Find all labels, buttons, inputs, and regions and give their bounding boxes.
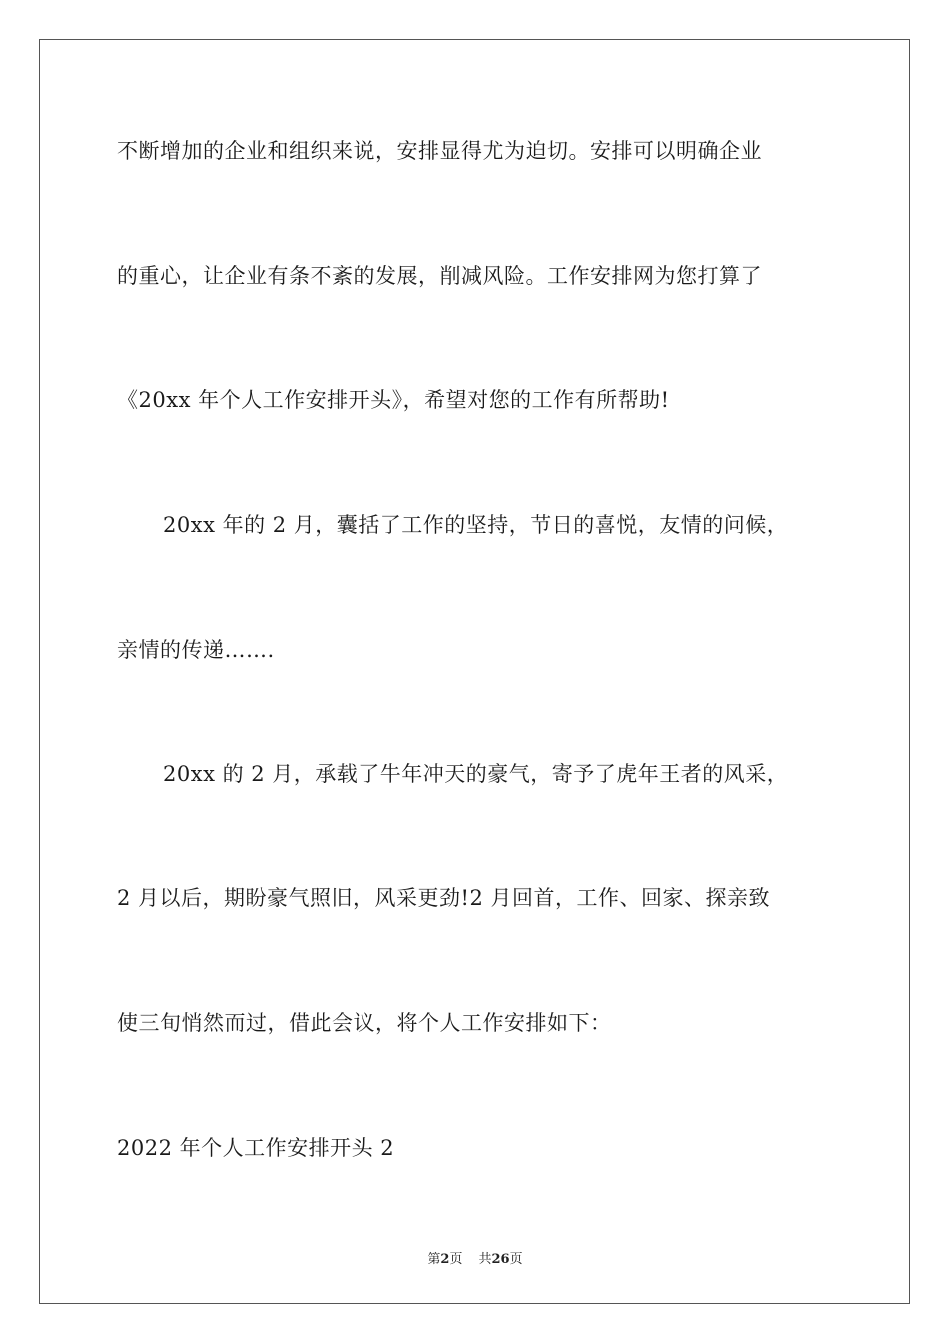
page-footer xyxy=(0,1248,950,1267)
total-suffix: 页 xyxy=(509,1252,523,1267)
page-number: 2 xyxy=(440,1252,450,1267)
total-pages: 26 xyxy=(491,1252,510,1267)
section-heading: 2022 年个人工作安排开头 2 xyxy=(117,1136,395,1160)
body-line-2: 的重心，让企业有条不紊的发展，削减风险。工作安排网为您打算了 xyxy=(117,264,762,288)
page-border xyxy=(39,39,910,1304)
body-line-3: 《20xx 年个人工作安排开头》，希望对您的工作有所帮助! xyxy=(117,388,670,412)
paragraph-2-line-1: 20xx 年的 2 月，囊括了工作的坚持，节日的喜悦，友情的问候， xyxy=(163,513,789,537)
paragraph-2-line-2: 亲情的传递……. xyxy=(117,638,275,662)
paragraph-3-line-2: 2 月以后，期盼豪气照旧，风采更劲!2 月回首，工作、回家、探亲致 xyxy=(117,886,771,910)
paragraph-3-line-1: 20xx 的 2 月，承载了牛年冲天的豪气，寄予了虎年王者的风采， xyxy=(163,762,789,786)
page-prefix: 第 xyxy=(427,1252,441,1267)
paragraph-3-line-3: 使三旬悄然而过，借此会议，将个人工作安排如下： xyxy=(117,1011,612,1035)
total-prefix: 共 xyxy=(478,1252,492,1267)
page-suffix: 页 xyxy=(449,1252,463,1267)
body-line-1: 不断增加的企业和组织来说，安排显得尤为迫切。安排可以明确企业 xyxy=(117,139,762,163)
